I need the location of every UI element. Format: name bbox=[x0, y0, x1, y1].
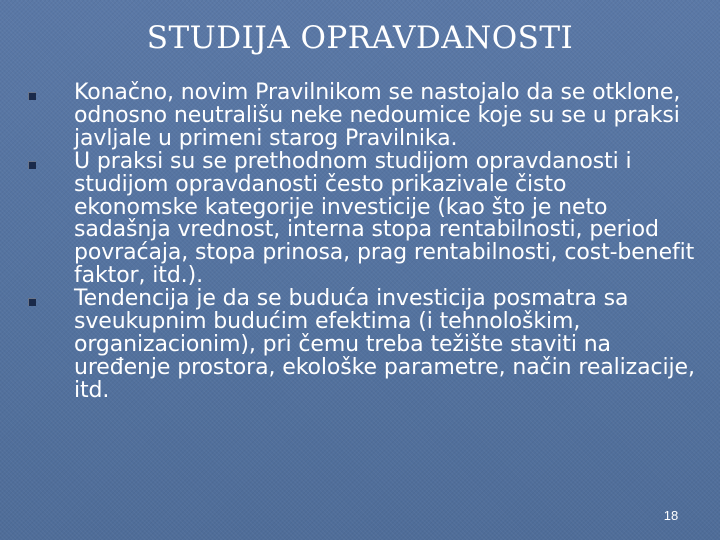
bullet-list bbox=[24, 82, 696, 403]
square-bullet-icon bbox=[28, 298, 36, 306]
square-bullet-icon bbox=[28, 161, 36, 169]
slide-title: STUDIJA OPRAVDANOSTI bbox=[146, 20, 574, 56]
bullet-text: Konačno, novim Pravilnikom se nastojalo da se otklone, odnosno neutrališu neke nedoumice koje su se u praksi javljale u primeni starog Pravilnika. bbox=[74, 80, 681, 151]
bullet-item bbox=[24, 288, 696, 403]
bullet-item bbox=[24, 148, 696, 289]
square-bullet-icon bbox=[28, 92, 36, 100]
bullet-text: U praksi su se prethodnom studijom opravdanosti i studijom opravdanosti često prikazivale čisto ekonomske kategorije investicije (kao što je neto sadašnja vrednost, interna stopa rentabilnosti, period povraćaja, stopa prinosa, prag rentabilnosti, cost-benefit faktor, itd.). bbox=[74, 148, 695, 289]
page-number: 18 bbox=[663, 508, 679, 523]
bullet-text: Tendencija je da se buduća investicija posmatra sa sveukupnim budućim efektima (i tehnološkim, organizacionim), pri čemu treba težište staviti na uređenje prostora, ekološke parametre, način realizacije, itd. bbox=[74, 286, 695, 403]
bullet-item bbox=[24, 82, 696, 151]
